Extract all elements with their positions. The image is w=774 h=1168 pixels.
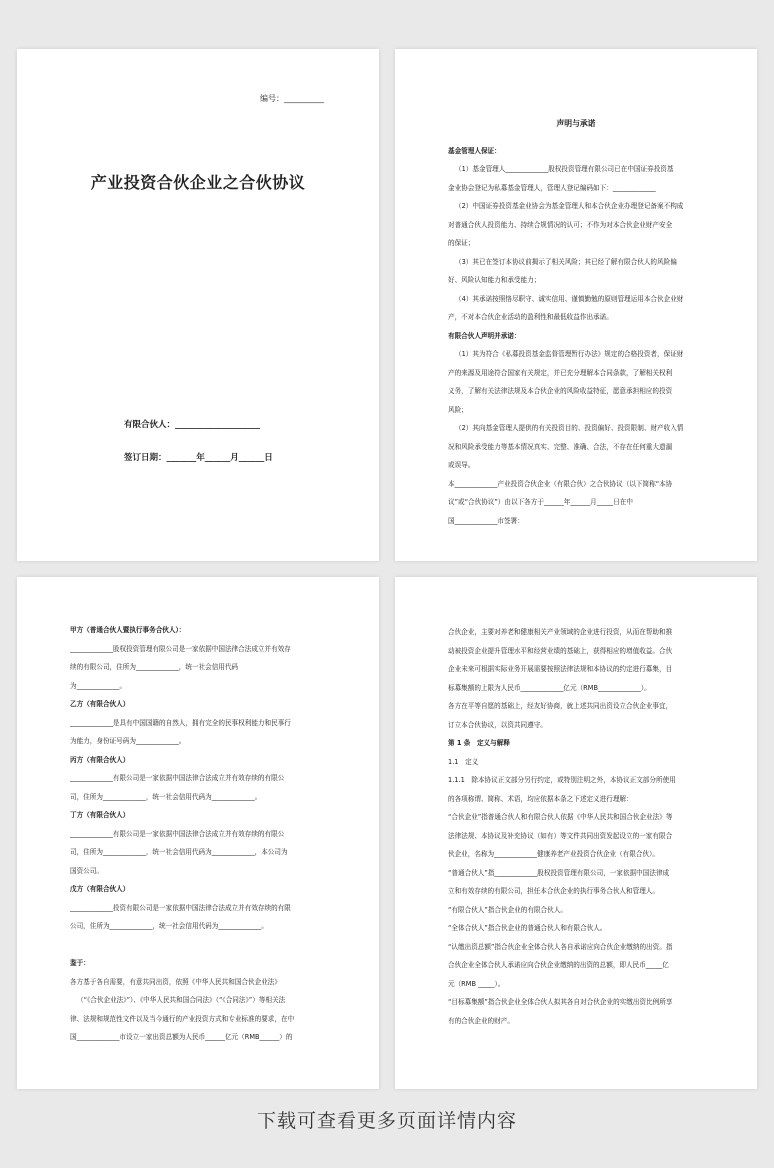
text-line: 合伙企业，主要对养老和健康相关产业领域的企业进行投资，从而在帮助和推 [448,628,673,636]
signing-date-field: 签订日期：_______年______月______日 [124,453,273,463]
text-line: 伙企业，名称为_____________健康养老产业投资合伙企业（有限合伙）。 [448,850,659,858]
text-line: 1.1 定义 [448,757,479,766]
section-heading: 戊方（有限合伙人） [70,885,130,893]
text-line: 合伙企业全体合伙人承诺应向合伙企业缴纳的出资的总额，即人民币_____亿 [448,961,669,969]
text-line: “认缴出资总额”指合伙企业全体合伙人各自承诺应向合伙企业缴纳的出资。指 [448,942,673,951]
declaration-title: 声明与承诺 [556,119,596,128]
text-line: 产的来源及用途符合国家有关规定，并已充分理解本合同条款，了解相关权利 [448,368,673,377]
text-line: 续的有限公司，住所为_____________，统一社会信用代码 [70,663,239,671]
text-line: 议”或“合伙协议”）由以下各方于______年______月_____日在中 [448,498,633,506]
text-line: 订立本合伙协议，以资共同遵守。 [448,720,547,729]
text-line: 各方在平等自愿的基础上，经友好协商，就上述共同出资设立合伙企业事宜， [448,702,673,710]
text-line: 对普通合伙人投资能力、持续合规情况的认可；不作为对本合伙企业财产安全 [448,220,673,229]
text-line: 法律法规、本协议及补充协议（如有）等文件共同出资发起设立的一家有限合 [448,831,673,840]
text-line: 为能力，身份证号码为_____________。 [70,737,186,745]
text-line: 义务，了解有关法律法规及本合伙企业的风险收益特征，愿意承担相应的投资 [448,387,673,395]
text-line: （1）基金管理人_____________股权投资管理有限公司已在中国证券投资基 [455,165,674,173]
text-line: _____________有限公司是一家依据中国法律合法成立并有效存续的有限公 [70,774,285,782]
parties-page [17,577,379,1089]
declaration-page [395,49,757,561]
text-line: （“《合伙企业法》”）、《中华人民共和国合同法》（“《合同法》”）等相关法 [77,996,286,1004]
text-line: （2）其向基金管理人提供的有关投资目的、投资偏好、投资限制、财产收入情 [455,424,684,432]
text-line: 况和风险承受能力等基本情况真实、完整、准确、合法，不存在任何重大遗漏 [448,442,673,451]
text-line: 1.1.1 除本协议正文部分另行约定，或特别注明之外，本协议正文部分所使用 [448,776,676,784]
text-line: （2）中国证券投资基金业协会为基金管理人和本合伙企业办理登记备案不构成 [455,202,684,210]
text-line: 动被投资企业提升管理水平和经营业绩的基础上，获得相应的增值收益。合伙 [448,646,673,655]
text-line: “有限合伙人”指合伙企业的有限合伙人。 [448,905,567,914]
section-heading: 基金管理人保证： [448,146,501,155]
text-line: 标募集额的上限为人民币_____________亿元（RMB_____________）。 [448,683,651,692]
declaration-lines [448,142,704,531]
declaration-content [448,115,704,530]
text-line: 的保证； [448,239,475,247]
text-line: 公司，住所为_____________，统一社会信用代码为_____________。 [70,922,268,930]
document-title: 产业投资合伙企业之合伙协议 [90,173,306,192]
text-line: “目标募集额”指合伙企业全体合伙人拟其各自对合伙企业的实缴出资比例所享 [448,998,673,1006]
download-footer: 下载可查看更多页面详情内容 [256,1110,517,1132]
text-line: “合伙企业”指普通合伙人和有限合伙人依据《中华人民共和国合伙企业法》等 [448,813,673,821]
definitions-content [448,623,704,1030]
text-line: 金业协会登记为私募基金管理人，管理人登记编码如下：_____________ [448,183,656,192]
text-line: 产，不对本合伙企业活动的盈利性和最低收益作出承诺。 [448,313,613,321]
text-line: 各方基于各自需要，有意共同出资，依照《中华人民共和国合伙企业法》 [70,977,281,986]
parties-content [70,621,326,1047]
text-line: “全体合伙人”指合伙企业的普通合伙人和有限合伙人。 [448,924,607,932]
text-line: 企业未来可根据实际业务开展需要按照法律法规和本协议的约定进行募集，目 [448,665,673,673]
text-line [70,936,326,955]
section-heading: 甲方（普通合伙人暨执行事务合伙人）： [70,626,186,634]
text-line: 国_____________市签署： [448,516,524,525]
text-line: “普通合伙人”指_____________股权投资管理有限公司，一家依据中国法律成 [448,868,670,877]
text-line: 本_____________产业投资合伙企业（有限合伙）之合伙协议（以下简称“本协 [448,479,673,488]
text-line: _____________投资有限公司是一家依据中国法律合法成立并有效存续的有限 [70,903,291,912]
text-line: 司，住所为_____________，统一社会信用代码为_____________。 [70,792,262,801]
text-line: 好、风险认知能力和承受能力； [448,276,541,284]
cover-page [17,49,379,561]
text-line: 国_____________市设立一家出资总额为人民币______亿元（RMB______）的 [70,1033,293,1041]
text-line: （3）其已在签订本协议前揭示了相关风险；其已经了解有限合伙人的风险偏 [455,257,677,266]
text-line: 司，住所为_____________，统一社会信用代码为_____________，本公司为 [70,848,288,856]
text-line: （4）其承诺按照恪尽职守、诚实信用、谨慎勤勉的原则管理运用本合伙企业财 [455,294,684,303]
section-heading: 有限合伙人声明并承诺： [448,331,521,340]
text-line: _____________股权投资管理有限公司是一家依据中国法律合法成立并有效存 [70,644,291,653]
text-line: _____________是具有中国国籍的自然人，拥有完全的民事权利能力和民事行 [70,718,291,727]
section-heading: 乙方（有限合伙人） [70,700,130,708]
limited-partner-field: 有限合伙人：____________________ [124,420,261,430]
text-line: _____________有限公司是一家依据中国法律合法成立并有效存续的有限公 [70,829,285,838]
text-line: 国资公司。 [70,866,103,875]
text-line: 或误导。 [448,461,475,469]
text-line: 有的合伙企业的财产。 [448,1016,514,1025]
text-line: 风险； [448,405,468,414]
document-number: 编号：__________ [260,94,324,103]
text-line: 立和有效存续的有限公司，担任本合伙企业的执行事务合伙人和管理人。 [448,887,659,895]
section-heading: 丁方（有限合伙人） [70,811,130,819]
definitions-page [395,577,757,1089]
section-heading: 第 1 条 定义与解释 [448,739,510,747]
text-line: 为_____________。 [70,681,127,690]
text-line: 律、法规和规范性文件以及当今通行的产业投资方式和专业标准的要求，在中 [70,1014,295,1023]
section-heading: 鉴于： [70,959,90,967]
text-line: 元（RMB _____）。 [448,979,505,988]
text-line: （1）其为符合《私募投资基金监督管理暂行办法》规定的合格投资者，保证财 [455,350,684,358]
section-heading: 丙方（有限合伙人） [70,755,130,764]
text-line: 的各项称谓、简称、术语，均应依据本条之下述定义进行理解： [448,794,633,803]
